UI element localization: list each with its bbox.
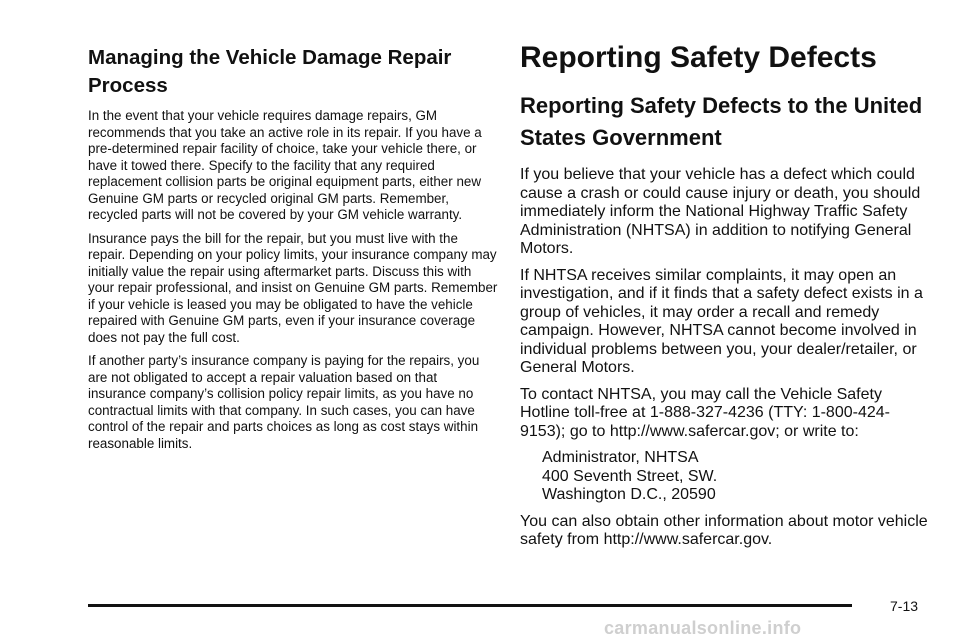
left-column [88, 44, 498, 459]
paragraph: If NHTSA receives similar complaints, it may open an investigation, and if it finds that a safety defect exists in a group of vehicles, it may order a recall and remedy campaign. However, NHTSA cannot become involved in individual problems between you, your dealer/retailer, or General Motors. [520, 266, 923, 376]
paragraph: In the event that your vehicle requires damage repairs, GM recommends that you take an active role in its repair. If you have a pre-determined repair facility of choice, take your vehicle there, or have it towed there. Specify to the facility that any required replacement collision parts be original equipment parts, either new Genuine GM parts or recycled original GM parts. Remember, recycled parts will not be covered by your GM vehicle warranty. [88, 108, 482, 222]
paragraph: You can also obtain other information about motor vehicle safety from http://www.safercar.gov. [520, 512, 928, 548]
section-heading-us-government: Reporting Safety Defects to the United States Government [520, 93, 923, 150]
paragraph: If you believe that your vehicle has a defect which could cause a crash or could cause injury or death, you should immediately inform the National Highway Traffic Safety Administration (NHTSA) in addition to notifying General Motors. [520, 166, 921, 257]
watermark: carmanualsonline.info [604, 618, 802, 638]
right-column [520, 38, 930, 558]
section-heading-damage-repair: Managing the Vehicle Damage Repair Process [88, 46, 452, 97]
paragraph: To contact NHTSA, you may call the Vehicle Safety Hotline toll-free at 1-888-327-4236 (TTY: 1-800-424-9153); go to http://www.safercar.gov; or write to: [520, 385, 890, 440]
address-line: Washington D.C., 20590 [542, 486, 716, 503]
nhtsa-address [542, 449, 930, 505]
page-title: Reporting Safety Defects [520, 41, 877, 74]
address-line: 400 Seventh Street, SW. [542, 467, 718, 485]
paragraph: If another party’s insurance company is paying for the repairs, you are not obligated to accept a repair valuation based on that insurance company’s collision policy repair limits, as you have no contractual limits with that company. In such cases, you can have control of the repair and parts choices as long as cost stays within reasonable limits. [88, 353, 480, 451]
address-line: Administrator, NHTSA [542, 449, 699, 466]
footer-rule [88, 604, 852, 607]
paragraph: Insurance pays the bill for the repair, but you must live with the repair. Depending on your policy limits, your insurance company may initially value the repair using aftermarket parts. Discuss this with your repair professional, and insist on Genuine GM parts. Remember if your vehicle is leased you may be obligated to have the vehicle repaired with Genuine GM parts, even if your insurance coverage does not pay the full cost. [88, 230, 498, 345]
page-number: 7-13 [890, 598, 919, 614]
